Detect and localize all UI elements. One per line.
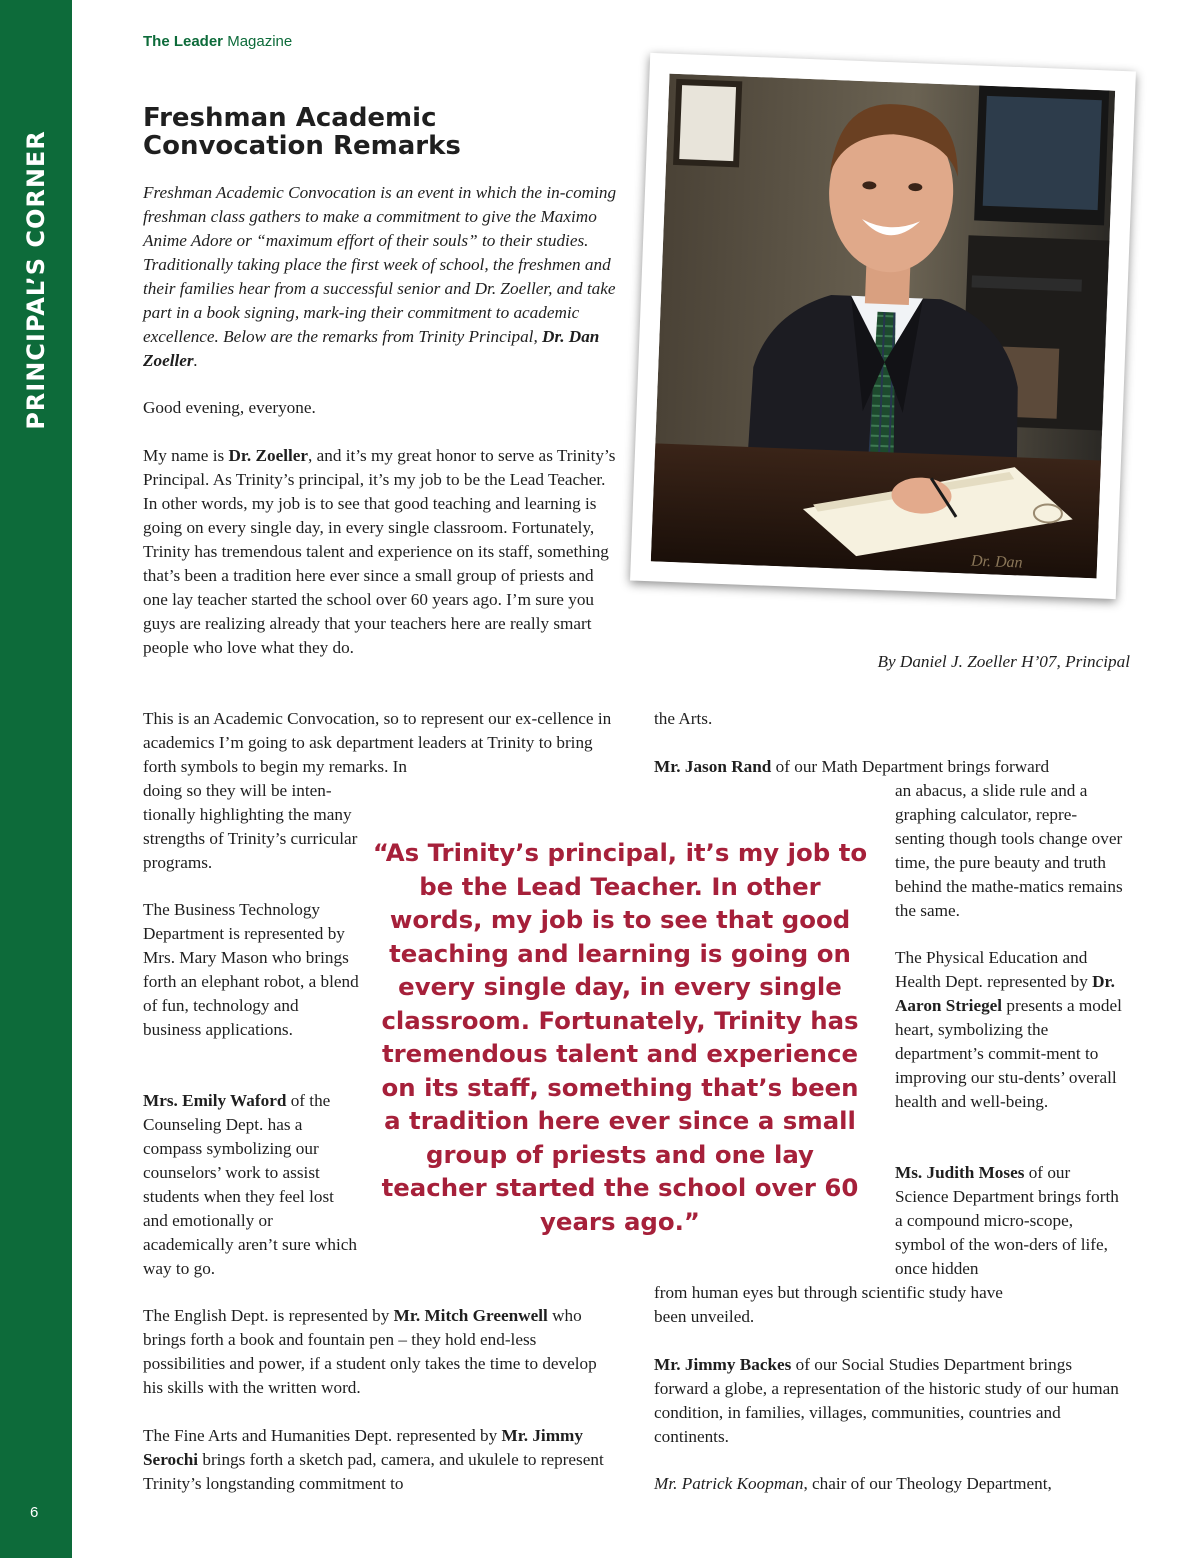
masthead-suffix: Magazine [223, 33, 293, 50]
counseling-text: of the Counseling Dept. has a compass symbolizing our counselors’ work to assist students when they feel lost and emotionally or academically aren’t sure which way to go. [143, 1091, 357, 1278]
social-studies-paragraph [654, 1353, 1128, 1449]
pe-name: Dr. Aaron Striegel [895, 972, 1115, 1015]
intro-name: Dr. Dan Zoeller [143, 327, 600, 370]
math-paragraph-start [654, 755, 1124, 779]
counseling-paragraph [143, 1089, 361, 1281]
math-name: Mr. Jason Rand [654, 757, 772, 776]
principal-photo-image [651, 74, 1115, 579]
intro-text: Freshman Academic Convocation is an event in which the in-coming freshman class gathers to make a commitment to give the Maximo Anime Adore or “maximum effort of their souls” to their studies. Traditionally taking place the first week of school, the freshmen and their families hear from a successful senior and Dr. Zoeller, and take part in a book signing, mark-ing their commitment to academic excellence. Below are the remarks from Trinity Principal, [143, 183, 617, 346]
section-title: PRINCIPAL’S CORNER [22, 130, 50, 430]
masthead-brand: The Leader [143, 33, 224, 50]
english-text-b: who brings forth a book and fountain pen – they hold end-less possibilities and power, if a student only takes the time to develop his skills with the written word. [143, 1306, 597, 1397]
principal-photo [630, 53, 1136, 599]
math-paragraph-cont: an abacus, a slide rule and a graphing calculator, repre-senting though tools change over time, the pure beauty and truth behind the mathe-matics remains the same. [895, 781, 1123, 920]
finearts-paragraph [143, 1424, 617, 1496]
english-name: Mr. Mitch Greenwell [393, 1306, 548, 1325]
paragraph-2-cont: doing so they will be inten-tionally highlighting the many strengths of Trinity’s curricular programs. [143, 781, 358, 872]
pe-text-b: presents a model heart, symbolizing the department’s commit-ment to improving our stu-dents’ overall health and well-being. [895, 996, 1122, 1111]
theology-name: Mr. Patrick Koopman [654, 1474, 804, 1493]
math-text-a: of our Math Department brings forward [771, 757, 1050, 776]
p1-text-b: , and it’s my great honor to serve as Trinity’s Principal. As Trinity’s principal, it’s my job to be the Lead Teacher. In other words, my job is to see that good teaching and learning is going on every single day, in every single classroom. Fortunately, Trinity has tremendous talent and experience on its staff, something that’s been a tradition here ever since a small group of priests and one lay teacher started the school over 60 years ago. I’m sure you guys are realizing already that your teachers here are really smart people who love what they do. [143, 446, 616, 657]
p1-text-a: My name is [143, 446, 229, 465]
page-number: 6 [30, 1504, 39, 1521]
business-paragraph: The Business Technology Department is represented by Mrs. Mary Mason who brings forth an elephant robot, a blend of fun, technology and business applications. [143, 900, 359, 1039]
sidebar [0, 0, 72, 1558]
science-paragraph-start [895, 1161, 1123, 1281]
finearts-text-a: The Fine Arts and Humanities Dept. represented by [143, 1426, 502, 1445]
science-name: Ms. Judith Moses [895, 1163, 1025, 1182]
masthead [143, 33, 292, 50]
finearts-name: Mr. Jimmy Serochi [143, 1426, 583, 1469]
arts-continuation: the Arts. [654, 709, 713, 728]
counseling-name: Mrs. Emily Waford [143, 1091, 287, 1110]
desk-nameplate-text: Dr. Dan [970, 552, 1023, 572]
article-title: Freshman Academic Convocation Remarks [143, 103, 461, 161]
paragraph-1 [143, 444, 617, 660]
p1-name: Dr. Zoeller [228, 446, 309, 465]
english-paragraph [143, 1304, 617, 1400]
greeting: Good evening, everyone. [143, 398, 316, 417]
pull-quote: “As Trinity’s principal, it’s my job to be the Lead Teacher. In other words, my job is to see that good teaching and learning is going on every single day, in every single classroom. Fortunately, Trinity has tremendous talent and experience on its staff, something that’s been a tradition here ever since a small group of priests and one lay teacher started the school over 60 years ago.” [372, 838, 868, 1236]
theology-paragraph [654, 1472, 1128, 1496]
theology-text: , chair of our Theology Department, [803, 1474, 1052, 1493]
science-text-a: of our Science Department brings forth a compound micro-scope, symbol of the won-ders of life, once hidden [895, 1163, 1119, 1278]
paragraph-2: This is an Academic Convocation, so to represent our ex-cellence in academics I’m going to ask department leaders at Trinity to bring forth symbols to begin my remarks. In [143, 709, 612, 776]
social-text: of our Social Studies Department brings forward a globe, a representation of the historic study of our human condition, in families, villages, communities, countries and continents. [654, 1355, 1119, 1446]
pe-text-a: The Physical Education and Health Dept. represented by [895, 948, 1093, 991]
intro-paragraph [143, 181, 617, 373]
pe-paragraph [895, 946, 1123, 1114]
intro-end: . [193, 351, 198, 370]
english-text-a: The English Dept. is represented by [143, 1306, 394, 1325]
science-paragraph-cont: from human eyes but through scientific study have been unveiled. [654, 1283, 1003, 1326]
byline: By Daniel J. Zoeller H’07, Principal [877, 652, 1130, 671]
social-name: Mr. Jimmy Backes [654, 1355, 792, 1374]
finearts-text-b: brings forth a sketch pad, camera, and ukulele to represent Trinity’s longstanding commitment to [143, 1450, 604, 1493]
